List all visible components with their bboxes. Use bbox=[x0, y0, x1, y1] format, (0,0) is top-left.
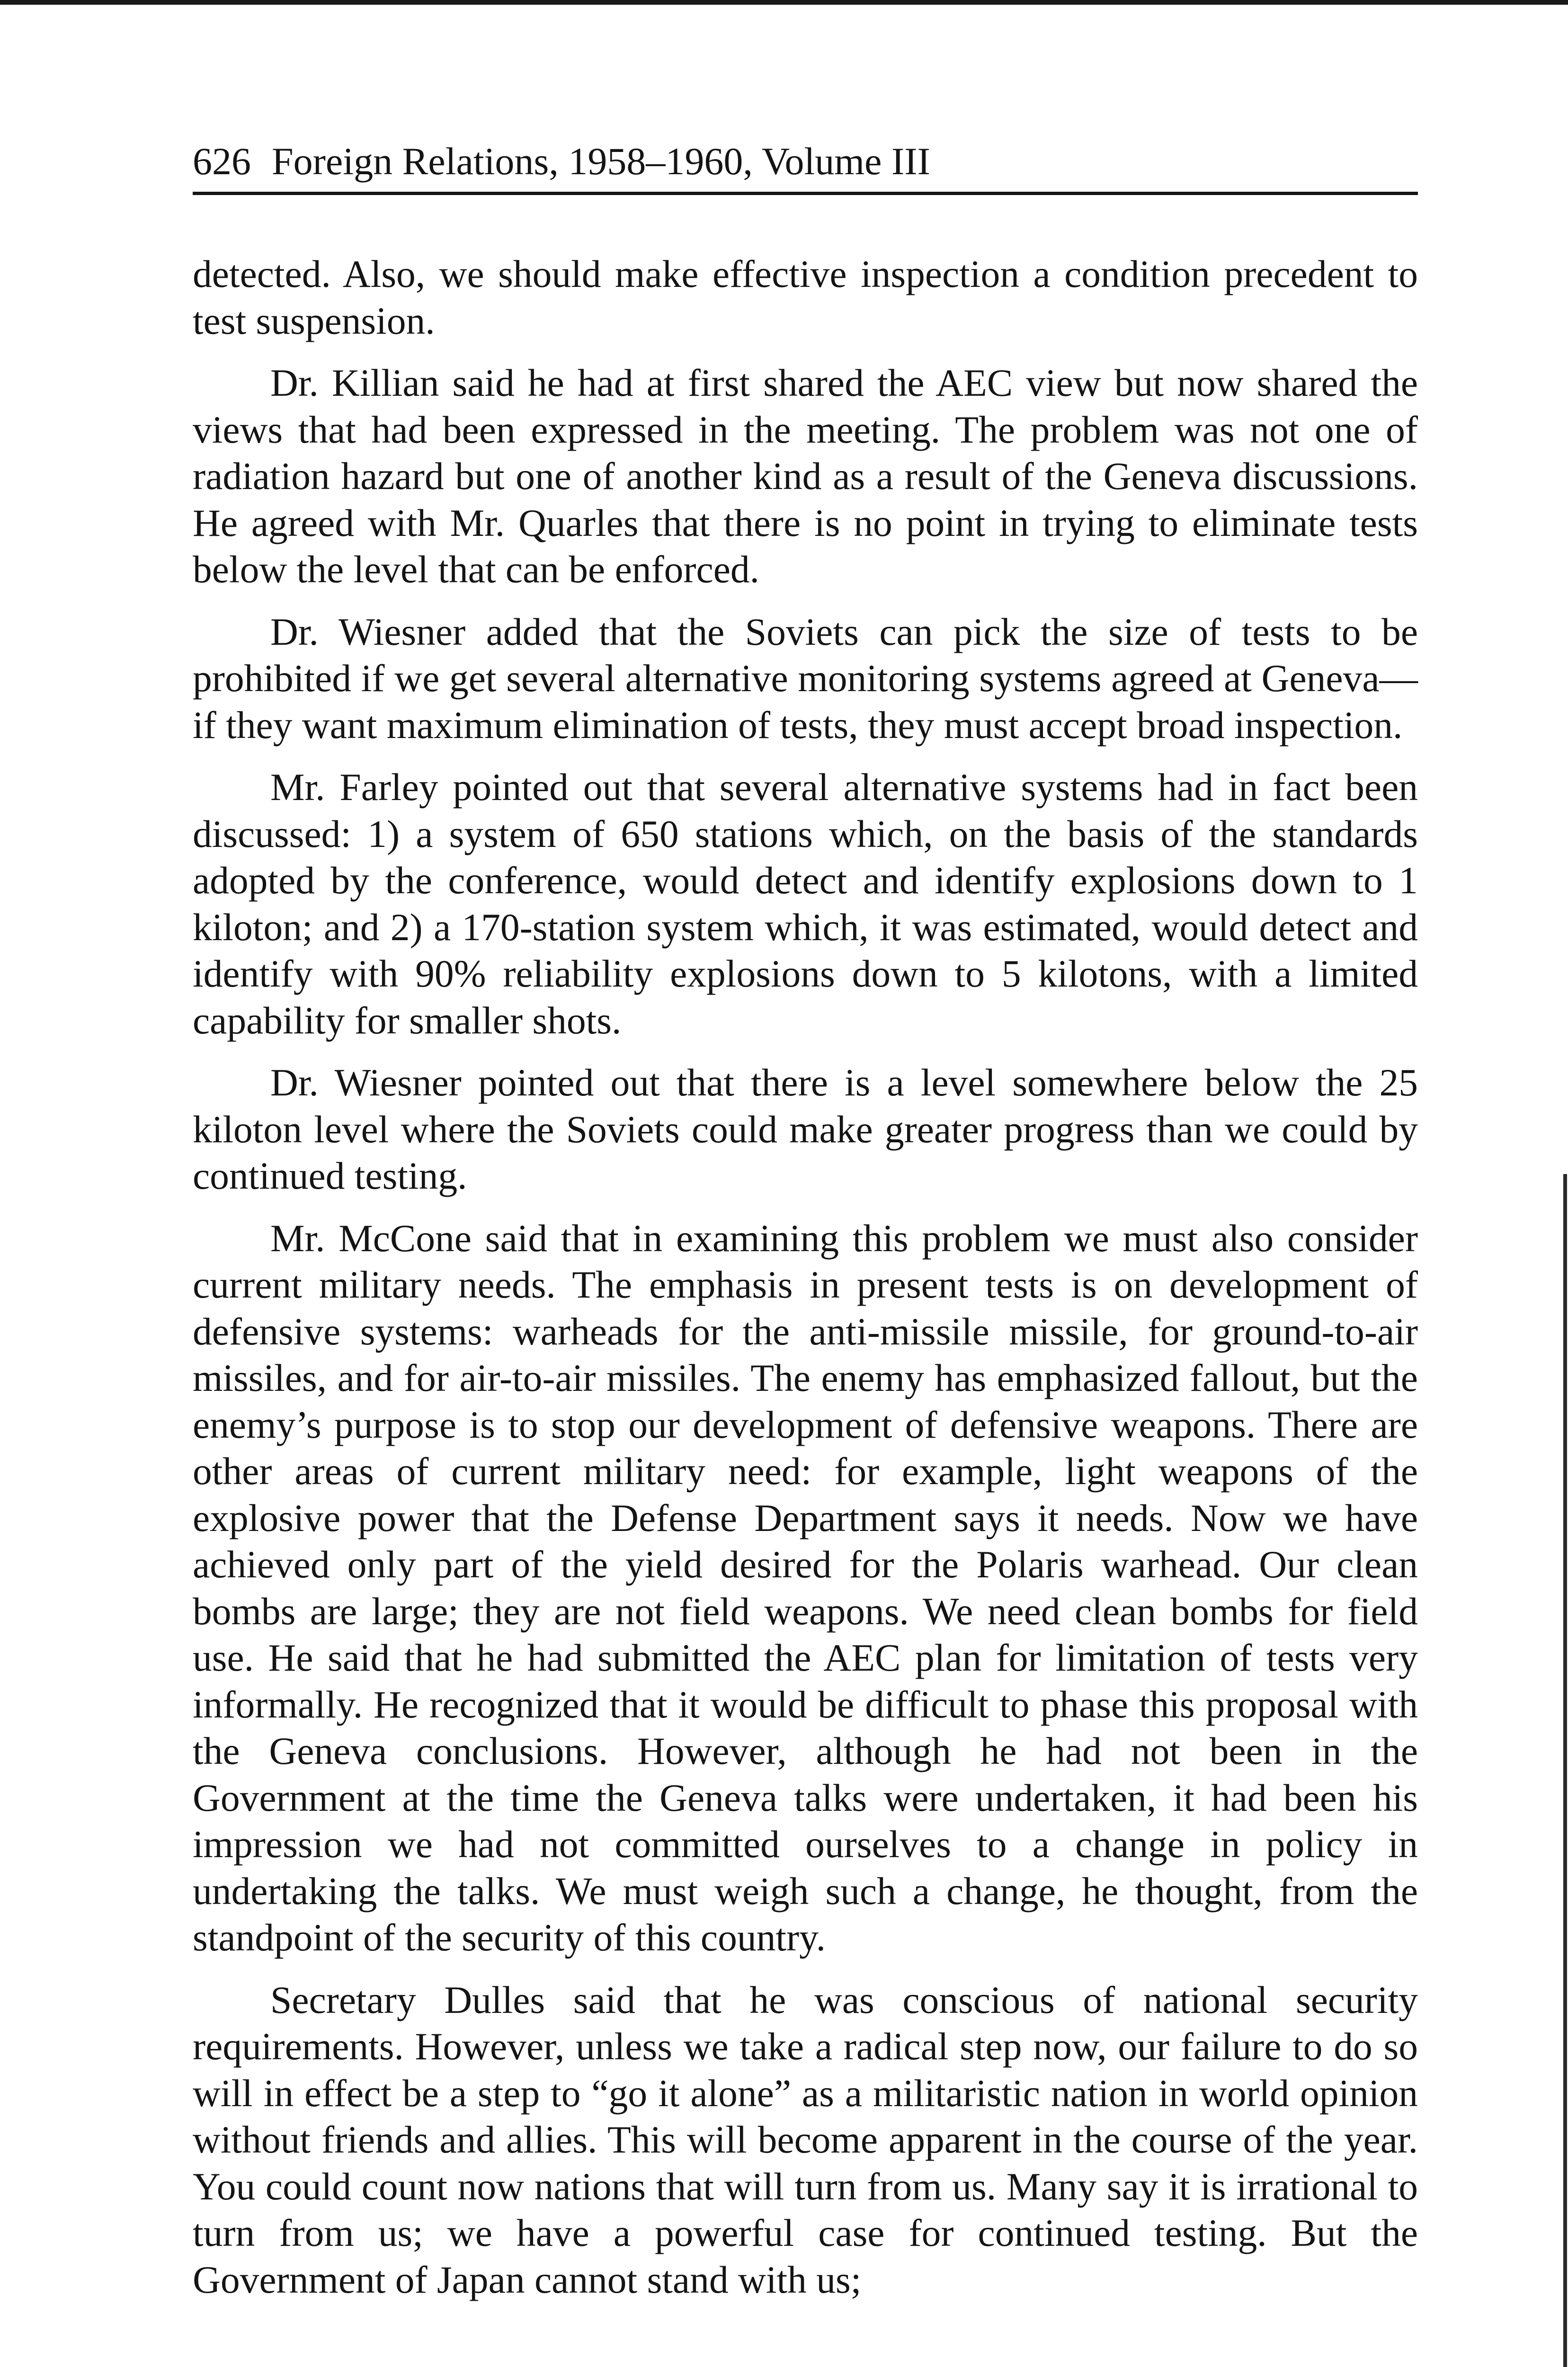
paragraph-dulles: Secretary Dulles said that he was conscious of national security requirements. However, unless we take a radical step now, our failure to do so will in effect be a step to “go it alone” as a militaristic nation in world opinion without friends and allies. This will become apparent in the course of the year. You could count now nations that will turn from us. Many say it is irrational to turn from us; we have a powerful case for continued testing. But the Government of Japan cannot stand with us; bbox=[193, 1978, 1418, 2301]
running-title: Foreign Relations, 1958–1960, Volume III bbox=[272, 140, 930, 183]
paragraph-continued: detected. Also, we should make effective inspection a condition precedent to test suspension. bbox=[193, 252, 1418, 342]
page-top-edge bbox=[0, 0, 1568, 5]
paragraph-killian: Dr. Killian said he had at first shared the AEC view but now shared the views that had been expressed in the meeting. The problem was not one of radiation hazard but one of another kind as a result of the Geneva discussions. He agreed with Mr. Quarles that there is no point in trying to eliminate tests below the level that can be enforced. bbox=[193, 361, 1418, 591]
paragraph-wiesner-level: Dr. Wiesner pointed out that there is a level somewhere below the 25 kiloton level where the Soviets could make greater progress than we could by continued testing. bbox=[193, 1061, 1418, 1197]
running-header bbox=[193, 129, 1418, 181]
paragraph-mccone: Mr. McCone said that in examining this problem we must also consider current military needs. The emphasis in present tests is on development of defensive systems: warheads for the anti-missile missile, for ground-to-air missiles, and for air-to-air missiles. The enemy has emphasized fallout, but the enemy’s purpose is to stop our development of defensive weapons. There are other areas of current military need: for example, light weapons of the explosive power that the Defense Department says it needs. Now we have achieved only part of the yield desired for the Polaris warhead. Our clean bombs are large; they are not field weapons. We need clean bombs for field use. He said that he had submitted the AEC plan for limitation of tests very informally. He recognized that it would be difficult to phase this proposal with the Geneva conclusions. However, although he had not been in the Government at the time the Geneva talks were undertaken, it had been his impression we had not committed ourselves to a change in policy in undertaking the talks. We must weigh such a change, he thought, from the standpoint of the security of this country. bbox=[193, 1216, 1418, 1959]
header-rule bbox=[193, 192, 1418, 195]
page-right-edge bbox=[1563, 1174, 1567, 2367]
paragraph-wiesner-inspection: Dr. Wiesner added that the Soviets can pick the size of tests to be prohibited if we get several alternative monitoring systems agreed at Geneva—if they want maximum elimination of tests, they must accept broad inspection. bbox=[193, 610, 1418, 747]
paragraph-farley: Mr. Farley pointed out that several alternative systems had in fact been discussed: 1) a system of 650 stations which, on the basis of the standards adopted by the conference, would detect and identify explosions down to 1 kiloton; and 2) a 170-station system which, it was estimated, would detect and identify with 90% reliability explosions down to 5 kilotons, with a limited capability for smaller shots. bbox=[193, 765, 1418, 1042]
page-number: 626 bbox=[193, 140, 251, 183]
body-text bbox=[193, 251, 1418, 2319]
